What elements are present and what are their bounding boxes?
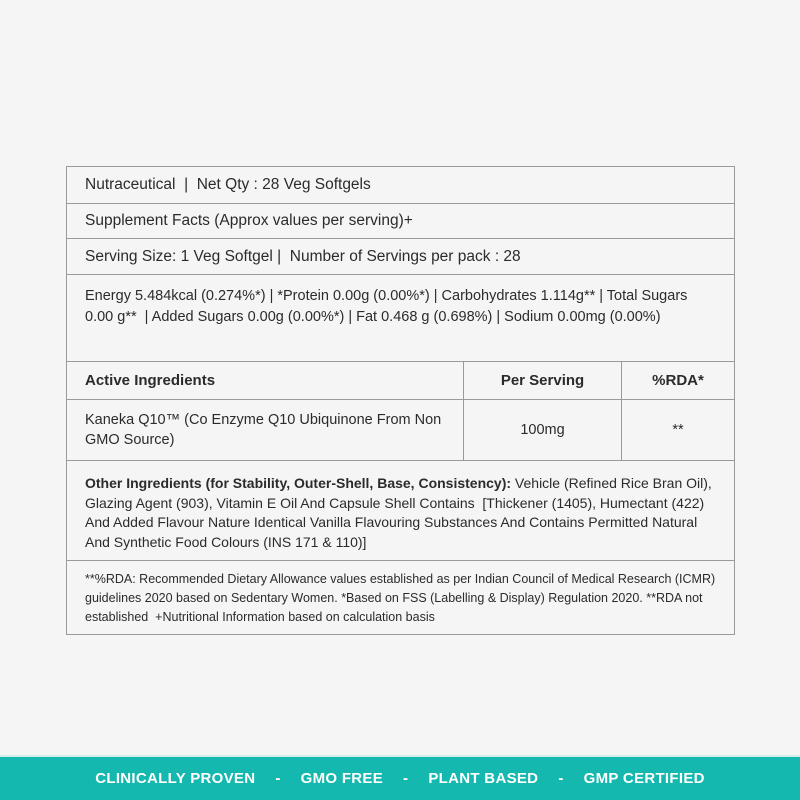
supplement-label-table	[66, 166, 735, 635]
claim-separator: -	[275, 770, 281, 787]
header-per-serving: Per Serving	[464, 362, 622, 399]
other-ingredients-row	[67, 461, 734, 561]
other-ingredients-title: Other Ingredients (for Stability, Outer-Shell, Base, Consistency):	[85, 475, 512, 491]
claim-separator: -	[403, 770, 409, 787]
supplement-facts-row	[67, 204, 734, 239]
serving-info-row	[67, 239, 734, 275]
table-row	[67, 400, 734, 461]
claim-separator: -	[558, 770, 564, 787]
claim-gmp-certified: GMP CERTIFIED	[583, 770, 705, 787]
supplement-facts-title: Supplement Facts (Approx values per serving)+	[85, 212, 413, 229]
claims-banner	[0, 757, 800, 800]
ingredient-name: Kaneka Q10™ (Co Enzyme Q10 Ubiquinone From Non GMO Source)	[67, 400, 464, 460]
footnote-row	[67, 561, 734, 634]
product-header: Nutraceutical | Net Qty : 28 Veg Softgels	[85, 176, 371, 193]
other-ingredients-text: Vehicle (Refined Rice Bran Oil), Glazing Agent (903), Vitamin E Oil And Capsule Shell Contains [Thickener (1405), Humectant (422) And Added Flavour Nature Identical Vanilla Flavouring Substances And Contains Permitted Natural And Synthetic Food Colours (INS 171 & 110)]	[85, 475, 716, 550]
nutrition-row	[67, 275, 734, 362]
other-ingredients	[85, 474, 716, 552]
claim-clinically-proven: CLINICALLY PROVEN	[95, 770, 256, 787]
nutrition-values: Energy 5.484kcal (0.274%*) | *Protein 0.00g (0.00%*) | Carbohydrates 1.114g** | Total Sugars 0.00 g** | Added Sugars 0.00g (0.00%*) | Fat 0.468 g (0.698%) | Sodium 0.00mg (0.00%)	[85, 288, 692, 325]
serving-info: Serving Size: 1 Veg Softgel | Number of Servings per pack : 28	[85, 247, 521, 265]
product-header-row	[67, 167, 734, 204]
ingredient-rda: **	[672, 422, 684, 438]
footnote: **%RDA: Recommended Dietary Allowance values established as per Indian Council of Medical Research (ICMR) guidelines 2020 based on Sedentary Women. *Based on FSS (Labelling & Display) Regulation 2020. **RDA not established +Nutritional Information based on calculation basis	[85, 572, 719, 624]
claim-gmo-free: GMO FREE	[300, 770, 384, 787]
header-active-ingredients: Active Ingredients	[67, 362, 464, 399]
ingredient-amount: 100mg	[464, 400, 622, 460]
ingredients-table-header	[67, 362, 734, 400]
claim-plant-based: PLANT BASED	[428, 770, 539, 787]
header-rda: %RDA*	[652, 372, 704, 389]
